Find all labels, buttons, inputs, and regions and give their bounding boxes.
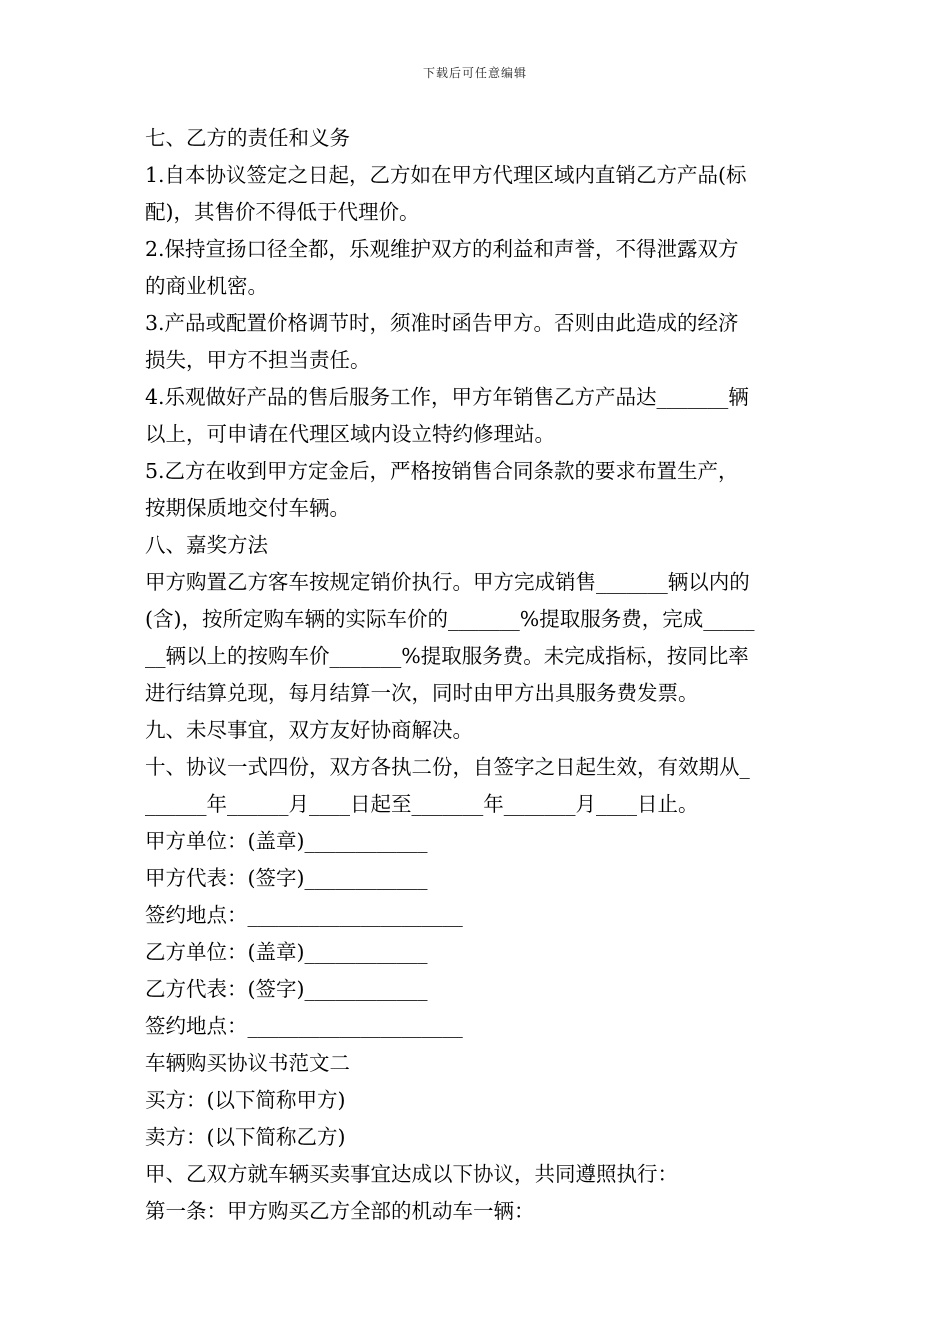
page-header: 下载后可任意编辑 bbox=[422, 66, 527, 80]
paragraph-line: 5.乙方在收到甲方定金后，严格按销售合同条款的要求布置生产， bbox=[145, 459, 739, 483]
section-heading-8: 八、嘉奖方法 bbox=[145, 533, 268, 557]
seller-line: 卖方：(以下简称乙方) bbox=[145, 1125, 346, 1149]
document-body bbox=[145, 120, 810, 1230]
paragraph-line: ______年______月____日起至_______年_______月____日止。 bbox=[145, 792, 699, 816]
paragraph-line: 4.乐观做好产品的售后服务工作，甲方年销售乙方产品达_______辆 bbox=[145, 385, 749, 409]
signature-field-location: 签约地点：_____________________ bbox=[145, 903, 463, 927]
paragraph-line: 配)，其售价不得低于代理价。 bbox=[145, 200, 420, 224]
buyer-line: 买方：(以下简称甲方) bbox=[145, 1088, 346, 1112]
section-heading-9: 九、未尽事宜，双方友好协商解决。 bbox=[145, 718, 473, 742]
paragraph-line: 按期保质地交付车辆。 bbox=[145, 496, 350, 520]
article-line: 第一条：甲方购买乙方全部的机动车一辆： bbox=[145, 1199, 535, 1223]
signature-field-party-b-unit: 乙方单位：(盖章)____________ bbox=[145, 940, 428, 964]
signature-field-party-a-rep: 甲方代表：(签字)____________ bbox=[145, 866, 428, 890]
paragraph-line: 3.产品或配置价格调节时，须准时函告甲方。否则由此造成的经济 bbox=[145, 311, 739, 335]
paragraph-line: 进行结算兑现，每月结算一次，同时由甲方出具服务费发票。 bbox=[145, 681, 699, 705]
paragraph-line: 甲方购置乙方客车按规定销价执行。甲方完成销售_______辆以内的 bbox=[145, 570, 750, 594]
paragraph-line: 1.自本协议签定之日起，乙方如在甲方代理区域内直销乙方产品(标 bbox=[145, 163, 747, 187]
paragraph-line: 的商业机密。 bbox=[145, 274, 268, 298]
paragraph-line: __辆以上的按购车价_______%提取服务费。未完成指标，按同比率 bbox=[145, 644, 749, 668]
paragraph-line: 以上，可申请在代理区域内设立特约修理站。 bbox=[145, 422, 555, 446]
paragraph-line: (含)，按所定购车辆的实际车价的_______%提取服务费，完成_____ bbox=[145, 607, 755, 631]
paragraph-line: 甲、乙双方就车辆买卖事宜达成以下协议，共同遵照执行： bbox=[145, 1162, 678, 1186]
section-heading-7: 七、乙方的责任和义务 bbox=[145, 126, 350, 150]
signature-field-party-b-rep: 乙方代表：(签字)____________ bbox=[145, 977, 428, 1001]
document-subtitle: 车辆购买协议书范文二 bbox=[145, 1051, 350, 1075]
section-heading-10: 十、协议一式四份，双方各执二份，自签字之日起生效，有效期从_ bbox=[145, 755, 750, 779]
signature-field-location: 签约地点：_____________________ bbox=[145, 1014, 463, 1038]
paragraph-line: 损失，甲方不担当责任。 bbox=[145, 348, 371, 372]
signature-field-party-a-unit: 甲方单位：(盖章)____________ bbox=[145, 829, 428, 853]
paragraph-line: 2.保持宣扬口径全都，乐观维护双方的利益和声誉，不得泄露双方 bbox=[145, 237, 739, 261]
